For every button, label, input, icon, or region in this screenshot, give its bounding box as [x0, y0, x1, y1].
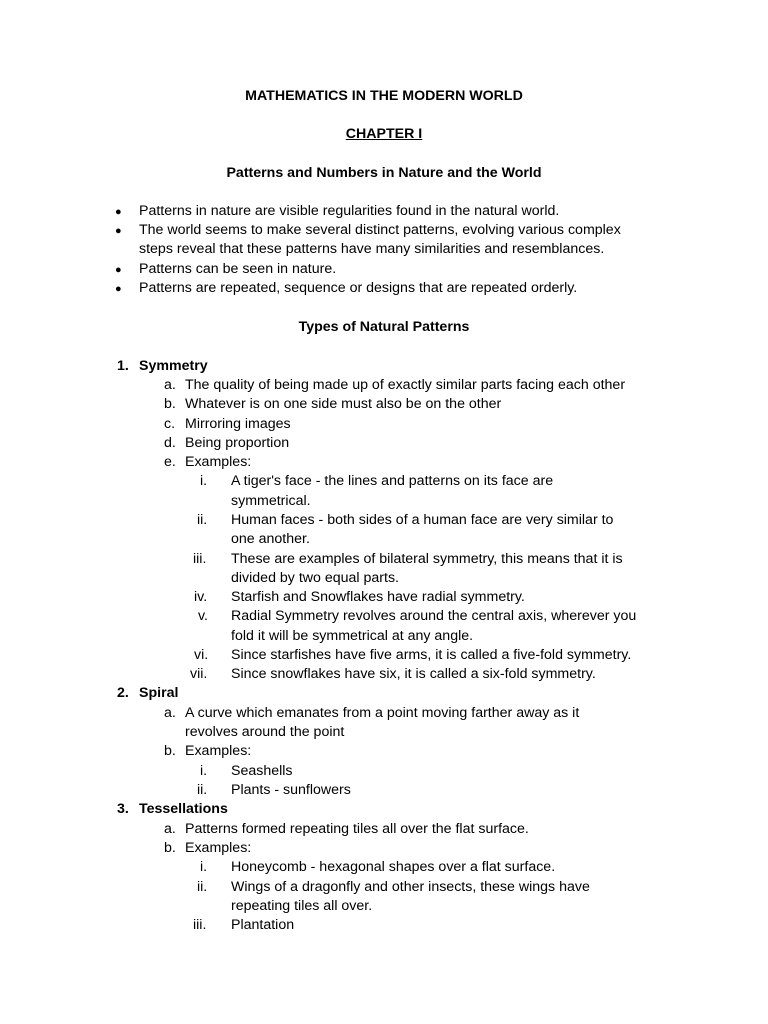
list-marker: vii. [190, 666, 208, 682]
chapter-heading: CHAPTER I [345, 126, 423, 142]
list-item: A tiger's face - the lines and patterns on its face are [231, 473, 554, 489]
list-marker: i. [200, 859, 208, 875]
list-marker: b. [164, 840, 176, 856]
list-marker: ii. [197, 512, 208, 528]
list-item: Being proportion [185, 435, 290, 451]
list-item: Plantation [231, 917, 295, 933]
document-title: MATHEMATICS IN THE MODERN WORLD [245, 88, 523, 104]
list-item: fold it will be symmetrical at any angle. [231, 628, 474, 644]
types-heading: Types of Natural Patterns [298, 319, 470, 335]
list-item: Wings of a dragonfly and other insects, these wings have [231, 879, 590, 895]
list-item: Since snowflakes have six, it is called a six-fold symmetry. [231, 666, 596, 682]
list-marker: a. [164, 377, 176, 393]
list-item: These are examples of bilateral symmetry, this means that it is [231, 551, 623, 567]
bullet-text: Patterns in nature are visible regularities found in the natural world. [139, 203, 560, 219]
spiral-title: Spiral [139, 685, 179, 701]
section-title: Patterns and Numbers in Nature and the World [226, 165, 542, 181]
list-number: 3. [117, 801, 129, 817]
bullet-text: The world seems to make several distinct patterns, evolving various complex [139, 222, 621, 238]
list-item: symmetrical. [231, 493, 311, 509]
list-item: Patterns formed repeating tiles all over the flat surface. [185, 821, 529, 837]
list-item: Mirroring images [185, 416, 291, 432]
list-item: Honeycomb - hexagonal shapes over a flat surface. [231, 859, 556, 875]
list-marker: vi. [194, 647, 209, 663]
list-marker: ii. [197, 782, 208, 798]
list-item: Since starfishes have five arms, it is called a five-fold symmetry. [231, 647, 632, 663]
list-item: Examples: [185, 840, 252, 856]
list-item: divided by two equal parts. [231, 570, 399, 586]
bullet-icon: ● [115, 283, 122, 295]
list-marker: a. [164, 821, 176, 837]
list-marker: b. [164, 743, 176, 759]
list-item: Examples: [185, 743, 252, 759]
list-item: The quality of being made up of exactly similar parts facing each other [185, 377, 626, 393]
list-number: 2. [117, 685, 129, 701]
list-item: Seashells [231, 763, 293, 779]
list-item: one another. [231, 531, 310, 547]
list-item: Plants - sunflowers [231, 782, 351, 798]
list-marker: iii. [193, 917, 207, 933]
list-marker: iii. [193, 551, 207, 567]
bullet-icon: ● [115, 206, 122, 218]
list-item: Human faces - both sides of a human face are very similar to [231, 512, 614, 528]
list-marker: c. [164, 416, 176, 432]
list-item: Starfish and Snowflakes have radial symmetry. [231, 589, 525, 605]
bullet-text: Patterns can be seen in nature. [139, 261, 337, 277]
list-marker: i. [200, 473, 208, 489]
list-marker: a. [164, 705, 176, 721]
bullet-icon: ● [115, 225, 122, 237]
bullet-text: steps reveal that these patterns have many similarities and resemblances. [139, 241, 605, 257]
list-number: 1. [117, 358, 129, 374]
symmetry-title: Symmetry [139, 358, 208, 374]
list-marker: b. [164, 396, 176, 412]
list-item: Whatever is on one side must also be on the other [185, 396, 502, 412]
list-item: Examples: [185, 454, 252, 470]
list-marker: v. [198, 608, 208, 624]
list-marker: i. [200, 763, 208, 779]
list-marker: iv. [194, 589, 208, 605]
list-item: Radial Symmetry revolves around the central axis, wherever you [231, 608, 637, 624]
tessellations-title: Tessellations [139, 801, 228, 817]
bullet-text: Patterns are repeated, sequence or designs that are repeated orderly. [139, 280, 578, 296]
list-marker: e. [164, 454, 176, 470]
list-item: repeating tiles all over. [231, 898, 373, 914]
list-marker: ii. [197, 879, 208, 895]
list-item: A curve which emanates from a point moving farther away as it [185, 705, 580, 721]
bullet-icon: ● [115, 264, 122, 276]
list-item: revolves around the point [185, 724, 345, 740]
list-marker: d. [164, 435, 176, 451]
